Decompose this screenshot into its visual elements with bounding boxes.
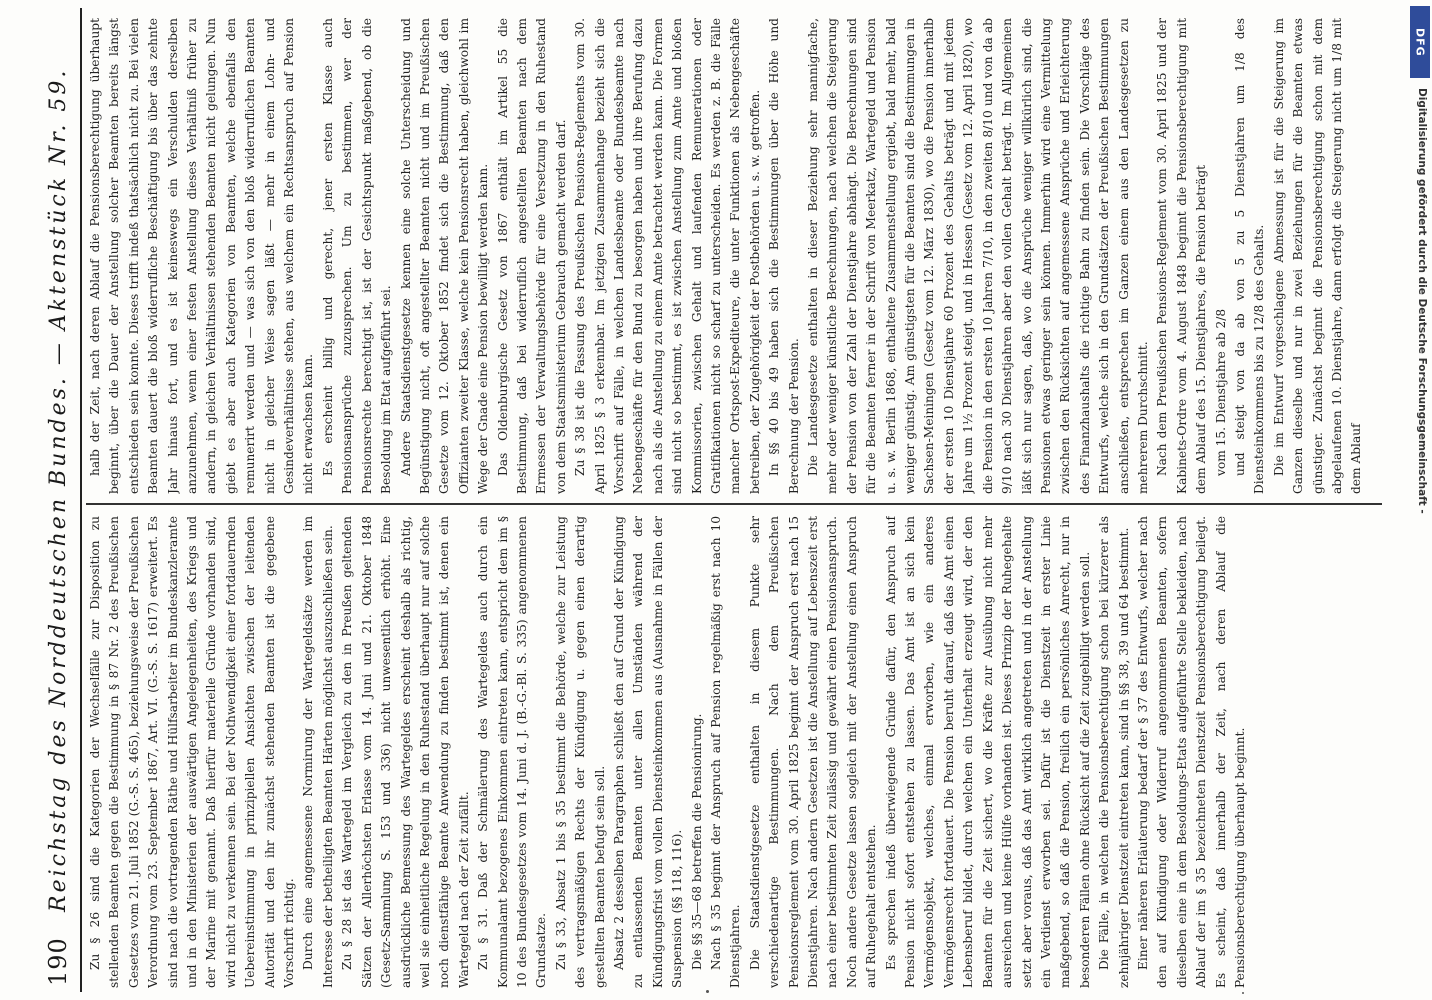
left-text-column bbox=[86, 516, 1382, 988]
paragraph: Einer näheren Erläuterung bedarf der § 37 des Entwurfs, welcher nach den auf Kündigung oder Widerruf angenommenen Beamten, sofern dieselben eine in dem Besoldungs-Etats aufgeführte Stelle bekleiden, nach Ablauf der im § 35 bezeichneten Dienstzeit Pensionsberechtigung beilegt. Es scheint, daß innerhalb der Zeit, nach deren Ablauf die Pensionsberechtigung überhaupt beginnt. bbox=[1135, 516, 1247, 988]
dfg-logo-text: DFG bbox=[1413, 27, 1427, 57]
paragraph: Nach dem Preußischen Pensions-Reglement vom 30. April 1825 und der Kabinets-Ordre vom 4. August 1848 beginnt die Pensionsberechtigung mit dem Ablauf des 15. Dienstjahres, die Pension beträgt bbox=[1155, 18, 1209, 494]
right-text-column bbox=[86, 18, 1382, 494]
paragraph: Zu § 38 ist die Fassung des Preußischen Pensions-Reglements vom 30. April 1825 § 3 erkennbar. Im jetzigen Zusammenhange bezieht sich die Vorschrift auf Fälle, in welchen Landesbeamte oder Bundesbeamte nach Nebengeschäfte für den Bund zu besorgen haben und ihre Berufung dazu nach als die Anstellung zu einem Amte betrachtet werden kann. Die Formen sind nicht so bestimmt, es ist zwischen Anstellung zum Amte und bloßen Kommissorien, zwischen Gehalt und laufenden Remunerationen oder Gratifikationen nicht so scharf zu unterscheiden. Es werden z. B. die Fälle mancher Ortspost-Expediteure, die unter Funktionen als Nebengeschäfte betreiben, der Zugehörigkeit der Postbehörden u. s. w. getroffen. bbox=[573, 18, 762, 494]
column-divider bbox=[86, 503, 1382, 505]
paragraph: Es erscheint billig und gerecht, jener ersten Klasse auch Pensionsansprüche zuzusprechen. Um zu bestimmen, wer der Pensionsrechte berechtigt ist, ist der Gesichtspunkt maßgebend, ob die Besoldung im Etat aufgeführt sei. bbox=[320, 18, 394, 494]
scan-speck bbox=[1242, 992, 1244, 994]
paragraph: Zu § 33, Absatz 1 bis § 35 bestimmt die Behörde, welche zur Leistung des vertragsmäßigen Rechts der Kündigung u. gegen einen derartig gestellten Beamten befugt sein soll. bbox=[553, 516, 607, 988]
paragraph: Die §§ 35—68 betreffen die Pensionirung. bbox=[689, 713, 704, 970]
paragraph: Zu § 28 ist das Wartegeld im Vergleich zu den in Preußen geltenden Sätzen der Allerhöchsten Erlasse vom 14. Juni und 21. Oktober 1848 (Gesetz-Sammlung S. 153 und 336) nicht unwesentlich erhöht. Eine ausdrückliche Bemessung des Wartegeldes erscheint deshalb als richtig, weil sie einheitliche Regelung in den Ruhestand überhaupt nur auf solche noch dienstfähige Beamte Anwendung zu finden bestimmt ist, denen ein Wartegeld nach der Zeit zufällt. bbox=[340, 516, 471, 988]
digitization-credit: Digitalisierung gefördert durch die Deutsche Forschungsgemeinschaft - bbox=[1416, 88, 1428, 514]
paragraph: Andere Staatsdienstgesetze kennen eine solche Unterscheidung und Begünstigung nicht, oft angestellter Beamten nicht und im Preußischen Gesetze vom 12. Oktober 1852 findet sich die Bestimmung, daß den Offizianten zweiter Klasse, welche kein Pensionsrecht haben, gleichwohl im Wege der Gnade eine Pension bewilligt werden kann. bbox=[398, 18, 491, 494]
paragraph: Die Staatsdienstgesetze enthalten in diesem Punkte sehr verschiedenartige Bestimmungen. Nach dem Preußischen Pensionsreglement vom 30. April 1825 beginnt der Anspruch erst nach 15 Dienstjahren. Nach andern Gesetzen ist die Anstellung auf Lebenszeit erst nach einer bestimmten Zeit zulässig und gewährt einen Pensionsanspruch. Noch andere Gesetze lassen sogleich mit der Anstellung einen Anspruch auf Ruhegehalt entstehen. bbox=[747, 516, 879, 988]
paragraph: Zu § 26 sind die Kategorien der Wechselfälle zur Disposition zu stellenden Beamten gegen die Bestimmung in § 87 Nr. 2 des Preußischen Gesetzes vom 21. Juli 1852 (G.-S. S. 465), beziehungsweise der Preußischen Verordnung vom 23. September 1867, Art. VI. (G.-S. S. 1617) erweitert. Es sind nach die vortragenden Räthe und Hülfsarbeiter im Bundeskanzleramte und in den Ministerien der auswärtigen Angelegenheiten, des Kriegs und der Marine mit genannt. Daß hierfür materielle Gründe vorhanden sind, wird nicht zu verkennen sein. Bei der Nothwendigkeit einer fortdauernden Uebereinstimmung in prinzipiellen Ansichten zwischen der leitenden Autorität und den ihr zunächst stehenden Beamten ist die gegebene Vorschrift richtig. bbox=[88, 516, 297, 988]
paragraph: Nach § 35 beginnt der Anspruch auf Pension regelmäßig erst nach 10 Dienstjahren. bbox=[709, 516, 743, 988]
paragraph: In §§ 40 bis 49 haben sich die Bestimmungen über die Höhe und Berechnung der Pension. bbox=[767, 18, 801, 494]
paragraph: halb der Zeit, nach deren Ablauf die Pensionsberechtigung überhaupt beginnt, über die Dauer der Anstellung solcher Beamten bereits längst entschieden sein konnte. Dieses trifft indeß thatsächlich nicht zu. Bei vielen Beamten dauert die bloß widerrufliche Beschäftigung bis über das zehnte Jahr hinaus fort, und es ist keineswegs ein Verschulden derselben anzunehmen, wenn einer festen Anstellung dieses Verhältniß früher zu andern, in gleichen Verhältnissen stehenden Beamten nicht gelungen. Nun giebt es aber auch Kategorien von Beamten, welche ebenfalls den remunerirt werden und — was sich von den bloß widerruflichen Beamten nicht in gleicher Weise sagen läßt — mehr in einem Lohn- und Gesindeverhältnisse stehen, aus welchem ein Rechtsanspruch auf Pension nicht erwachsen kann. bbox=[88, 18, 316, 494]
running-title: Reichstag des Norddeutschen Bundes. — Aktenstück Nr. 59. bbox=[46, 67, 71, 912]
page-number: 190 bbox=[44, 937, 72, 986]
page-header bbox=[40, 8, 82, 992]
paragraph: Die Landesgesetze enthalten in dieser Beziehung sehr mannigfache, mehr oder weniger künstliche Berechnungen, nach welchen die Steigerung der Pension von der Zahl der Dienstjahre abhängt. Die Berechnungen sind für die Beamten ferner in der Schrift von Meerkatz, Wartegeld und Pension u. s. w. Berlin 1868, enthaltene Zusammenstellung ergiebt, bald mehr, bald weniger günstig. Am günstigsten für die Beamten sind die Bestimmungen in Sachsen-Meiningen (Gesetz vom 12. März 1830), wo die Pension innerhalb der ersten 10 Dienstjahre 60 Prozent des Gehalts beträgt und mit jedem Jahre um 1½ Prozent steigt, und in Hessen (Gesetz vom 12. April 1820), wo die Pension in den ersten 10 Jahren 7/10, in den zweiten 8/10 und von da ab 9/10 nach 30 Dienstjahren aber den vollen Gehalt beträgt. Im Allgemeinen läßt sich nur sagen, daß, wo die Ansprüche weniger willkürlich sind, die Pensionen etwas geringer sein können. Immerhin wird eine Vermittelung zwischen den Rücksichten auf angemessene Ansprüche und Erleichterung des Finanzhaushalts die richtige Bahn zu finden sein. Die Vorschläge des Entwurfs, welche sich in den Grundsätzen der Preußischen Bestimmungen anschließen, entsprechen im Ganzen einem aus den Landesgesetzen zu mehrerem Durchschnitt. bbox=[806, 18, 1150, 494]
dfg-logo bbox=[1410, 6, 1430, 78]
paragraph: Die im Entwurf vorgeschlagene Abmessung ist für die Steigerung im Ganzen dieselbe und nur in zwei Beziehungen für die Beamten etwas günstiger. Zunächst beginnt die Pensionsberechtigung schon mit dem abgelaufenen 10. Dienstjahre, dann erfolgt die Steigerung nicht um 1/8 mit dem Ablauf bbox=[1271, 18, 1364, 494]
paragraph: Durch eine angemessene Normirung der Wartegeldsätze werden im Interesse der betheiligten Beamten Härten möglichst auszuschließen sein. bbox=[301, 516, 335, 988]
paragraph: Zu § 31. Daß der Schmälerung des Wartegeldes auch durch ein Kommunalamt bezogenes Einkommen eintreten kann, entspricht dem im § 10 des Bundesgesetzes vom 14. Juni d. J. (B.-G.-Bl. S. 335) angenommenen Grundsatze. bbox=[476, 516, 549, 988]
paragraph: Das Oldenburgische Gesetz von 1867 enthält im Artikel 55 die Bestimmung, daß bei widerruflich angestellten Beamten nach dem Ermessen der Verwaltungsbehörde für eine Versetzung in den Ruhestand von dem Staatsministerium Gebrauch gemacht werden darf. bbox=[495, 18, 568, 494]
paragraph: Die Fälle, in welchen die Pensionsberechtigung schon bei kürzerer als zehnjähriger Dienstzeit eintreten kann, sind in §§ 38, 39 und 64 bestimmt. bbox=[1097, 516, 1131, 988]
paragraph: Es sprechen indeß überwiegende Gründe dafür, den Anspruch auf Pension nicht sofort entstehen zu lassen. Das Amt ist an sich kein Vermögensobjekt, welches, einmal erworben, wie ein anderes Vermögensrecht fortdauert. Die Pension beruht darauf, daß das Amt einen Lebensberuf bildet, durch welchen ein Unterhalt erzeugt wird, der den Beamten für die Zeit sichert, wo die Kräfte zur Ausübung nicht mehr ausreichen und keine Hülfe vorhanden ist. Dieses Prinzip der Ruhegehalte setzt aber voraus, daß das Amt wirklich angetreten und in der Anstellung ein Verdienst erworben sei. Dafür ist die Dienstzeit in erster Linie maßgebend, so daß die Pension, freilich ein persönliches Anrecht, nur in besonderen Fällen ohne Rücksicht auf die Zeit zugebilligt werden soll. bbox=[883, 516, 1092, 988]
paragraph: Absatz 2 desselben Paragraphen schließt den auf Grund der Kündigung zu entlassenden Beamten unter allen Umständen während der Kündigungsfrist vom vollen Diensteinkommen aus (Ausnahme in Fällen der Suspension (§§ 118, 116). bbox=[611, 516, 685, 988]
paragraph: und steigt von da ab von 5 zu 5 Dienstjahren um 1/8 des Diensteinkommens bis zu 12/8 des Gehalts. bbox=[1232, 18, 1267, 494]
scan-speck bbox=[706, 990, 709, 993]
paragraph: vom 15. Dienstjahre ab 2/8 bbox=[1213, 308, 1228, 476]
